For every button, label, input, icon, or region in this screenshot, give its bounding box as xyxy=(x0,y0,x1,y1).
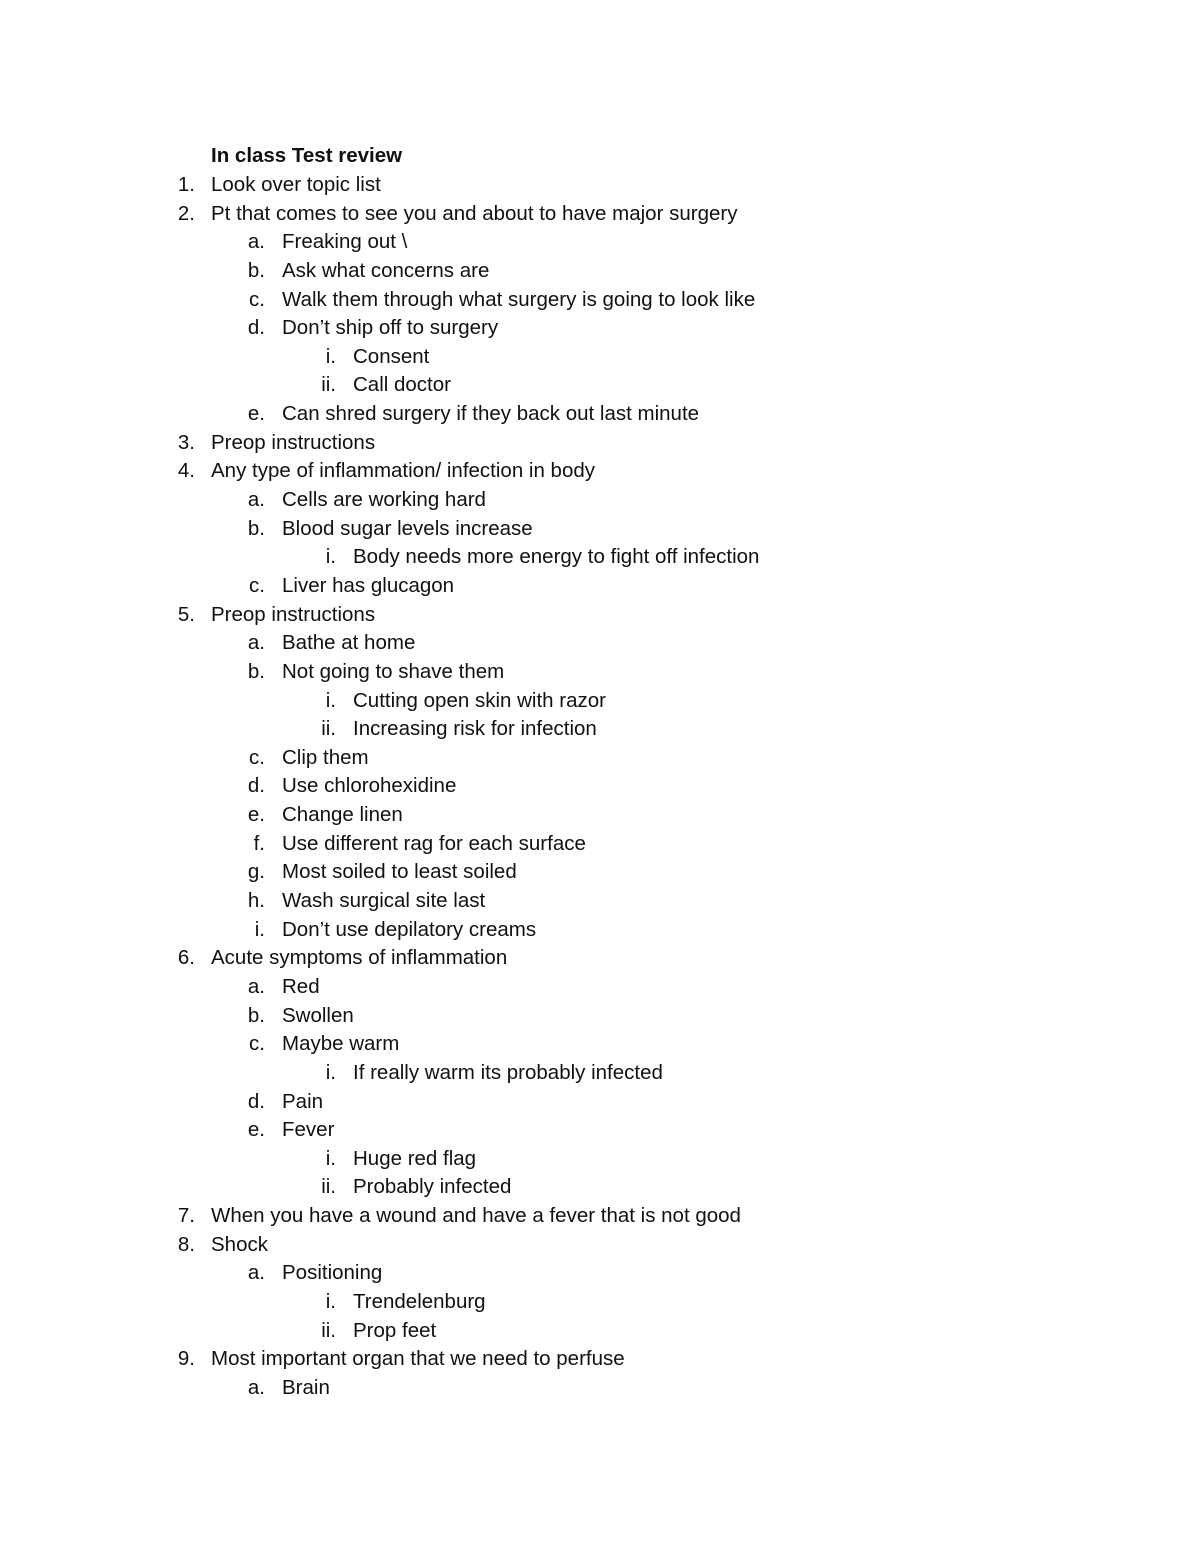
outline-item-marker: a. xyxy=(247,974,265,998)
outline-item-marker: 8. xyxy=(177,1232,195,1256)
outline-item-level-3 xyxy=(0,1173,1200,1202)
outline-item-text: Most important organ that we need to perfuse xyxy=(211,1347,625,1371)
outline-item-text: Cells are working hard xyxy=(282,488,486,512)
outline-item-level-1 xyxy=(0,171,1200,200)
outline-item-marker: 7. xyxy=(177,1204,195,1228)
outline-item-text: Don’t use depilatory creams xyxy=(282,917,537,941)
outline-item-text: Trendelenburg xyxy=(353,1289,486,1313)
outline-item-marker: c. xyxy=(249,573,265,597)
outline-item-text: Preop instructions xyxy=(211,602,376,626)
outline-item-level-3 xyxy=(0,1145,1200,1174)
outline-item-marker: i. xyxy=(325,1060,336,1084)
outline-item-marker: b. xyxy=(247,1003,265,1027)
outline-item-text: Ask what concerns are xyxy=(282,258,490,282)
outline-item-text: Increasing risk for infection xyxy=(353,717,597,741)
outline-item-text: Swollen xyxy=(282,1003,354,1027)
outline-item-text: Shock xyxy=(211,1232,268,1256)
outline-item-text: Look over topic list xyxy=(211,173,381,196)
outline-item-text: Clip them xyxy=(282,745,369,769)
outline-item-marker: g. xyxy=(247,860,265,884)
outline-item-text: Walk them through what surgery is going to look like xyxy=(282,287,756,311)
outline-item-text: Don’t ship off to surgery xyxy=(282,316,499,340)
outline-item-text: Pain xyxy=(282,1089,324,1113)
outline-item-level-2 xyxy=(0,1116,1200,1145)
outline-item-text: Use different rag for each surface xyxy=(282,831,586,855)
outline-item-text: Call doctor xyxy=(353,373,451,397)
outline-item-marker: 5. xyxy=(177,602,195,626)
outline-item-marker: d. xyxy=(247,316,265,340)
outline-item-text: Preop instructions xyxy=(211,430,376,454)
outline-item-text: Liver has glucagon xyxy=(282,573,455,597)
outline-item-marker: i. xyxy=(325,1289,336,1313)
outline-item-marker: a. xyxy=(247,230,265,254)
outline-item-level-1 xyxy=(0,429,1200,458)
outline-item-level-3 xyxy=(0,1059,1200,1088)
outline-item-text: Cutting open skin with razor xyxy=(353,688,606,712)
outline-item-text: Body needs more energy to fight off infection xyxy=(353,545,760,569)
outline-item-text: If really warm its probably infected xyxy=(353,1060,663,1084)
outline-item-marker: e. xyxy=(247,402,265,426)
outline-item-marker: i. xyxy=(325,545,336,569)
outline-item-level-2 xyxy=(0,801,1200,830)
outline-item-marker: a. xyxy=(247,488,265,512)
outline-item-marker: e. xyxy=(247,803,265,827)
outline-item-level-2 xyxy=(0,916,1200,945)
outline-item-level-2 xyxy=(0,400,1200,429)
outline-item-level-2 xyxy=(0,858,1200,887)
outline-item-text: Change linen xyxy=(282,803,403,827)
outline-item-level-1 xyxy=(0,601,1200,630)
outline-item-text: Pt that comes to see you and about to have major surgery xyxy=(211,201,738,225)
outline-item-level-2 xyxy=(0,572,1200,601)
outline-item-text: Wash surgical site last xyxy=(282,889,486,913)
outline-item-level-2 xyxy=(0,314,1200,343)
outline-item-text: Bathe at home xyxy=(282,631,416,655)
outline-item-level-3 xyxy=(0,715,1200,744)
outline-item-marker: c. xyxy=(249,745,265,769)
outline-item-level-2 xyxy=(0,1374,1200,1403)
outline-item-text: Brain xyxy=(282,1375,330,1399)
outline-list xyxy=(0,171,1200,1403)
outline-item-text: Can shred surgery if they back out last minute xyxy=(282,402,700,426)
outline-item-text: Most soiled to least soiled xyxy=(282,860,517,884)
outline-item-marker: d. xyxy=(247,1089,265,1113)
outline-item-marker: i. xyxy=(254,917,265,941)
outline-item-marker: b. xyxy=(247,258,265,282)
outline-item-marker: i. xyxy=(325,688,336,712)
outline-item-level-2 xyxy=(0,1030,1200,1059)
outline-item-marker: ii. xyxy=(321,717,336,741)
outline-item-level-1 xyxy=(0,1231,1200,1260)
outline-item-text: Use chlorohexidine xyxy=(282,774,457,798)
outline-item-text: Prop feet xyxy=(353,1318,437,1342)
outline-item-level-2 xyxy=(0,973,1200,1002)
outline-item-level-3 xyxy=(0,371,1200,400)
outline-item-marker: 6. xyxy=(177,946,195,970)
outline-item-text: Acute symptoms of inflammation xyxy=(211,946,508,970)
outline-item-marker: c. xyxy=(249,1032,265,1056)
outline-item-level-1 xyxy=(0,457,1200,486)
outline-item-text: Red xyxy=(282,974,320,998)
outline-item-marker: b. xyxy=(247,659,265,683)
outline-item-marker: 3. xyxy=(177,430,195,454)
outline-item-marker: 2. xyxy=(177,201,195,225)
outline-item-level-2 xyxy=(0,830,1200,859)
outline-item-marker: h. xyxy=(247,889,265,913)
outline-item-level-2 xyxy=(0,1002,1200,1031)
outline-item-marker: a. xyxy=(247,1375,265,1399)
outline-item-level-3 xyxy=(0,1317,1200,1346)
outline-item-marker: 1. xyxy=(177,173,195,196)
outline-item-text: Blood sugar levels increase xyxy=(282,516,533,540)
outline-item-level-2 xyxy=(0,1088,1200,1117)
outline-item-text: Probably infected xyxy=(353,1175,512,1199)
outline-item-text: Positioning xyxy=(282,1261,383,1285)
outline-item-marker: b. xyxy=(247,516,265,540)
outline-item-level-2 xyxy=(0,772,1200,801)
outline-item-marker: a. xyxy=(247,1261,265,1285)
outline-item-marker: i. xyxy=(325,1146,336,1170)
outline-item-marker: d. xyxy=(247,774,265,798)
outline-item-level-2 xyxy=(0,629,1200,658)
outline-item-text: Not going to shave them xyxy=(282,659,505,683)
outline-item-level-2 xyxy=(0,515,1200,544)
outline-item-level-2 xyxy=(0,486,1200,515)
outline-item-level-3 xyxy=(0,687,1200,716)
outline-item-text: When you have a wound and have a fever that is not good xyxy=(211,1204,741,1228)
outline-item-marker: i. xyxy=(325,344,336,368)
outline-item-text: Fever xyxy=(282,1118,335,1142)
outline-item-marker: ii. xyxy=(321,373,336,397)
outline-item-marker: 9. xyxy=(177,1347,195,1371)
outline-item-level-2 xyxy=(0,228,1200,257)
outline-item-marker: a. xyxy=(247,631,265,655)
outline-item-text: Consent xyxy=(353,344,430,368)
outline-item-text: Any type of inflammation/ infection in body xyxy=(211,459,596,483)
outline-item-text: Huge red flag xyxy=(353,1146,477,1170)
outline-item-level-3 xyxy=(0,1288,1200,1317)
outline-item-marker: c. xyxy=(249,287,265,311)
outline-item-level-1 xyxy=(0,1345,1200,1374)
document-title: In class Test review xyxy=(211,144,403,167)
outline-item-level-1 xyxy=(0,1202,1200,1231)
outline-item-level-3 xyxy=(0,543,1200,572)
outline-item-level-2 xyxy=(0,744,1200,773)
outline-item-text: Maybe warm xyxy=(282,1032,400,1056)
outline-item-marker: 4. xyxy=(177,459,195,483)
outline-item-level-2 xyxy=(0,257,1200,286)
outline-item-text: Freaking out \ xyxy=(282,230,408,254)
outline-item-level-1 xyxy=(0,944,1200,973)
outline-item-level-3 xyxy=(0,343,1200,372)
outline-item-level-1 xyxy=(0,200,1200,229)
outline-item-level-2 xyxy=(0,1259,1200,1288)
outline-item-marker: ii. xyxy=(321,1175,336,1199)
outline-item-marker: e. xyxy=(247,1118,265,1142)
outline-item-marker: f. xyxy=(253,831,265,855)
outline-item-level-2 xyxy=(0,286,1200,315)
outline-item-level-2 xyxy=(0,658,1200,687)
outline-item-marker: ii. xyxy=(321,1318,336,1342)
outline-item-level-2 xyxy=(0,887,1200,916)
